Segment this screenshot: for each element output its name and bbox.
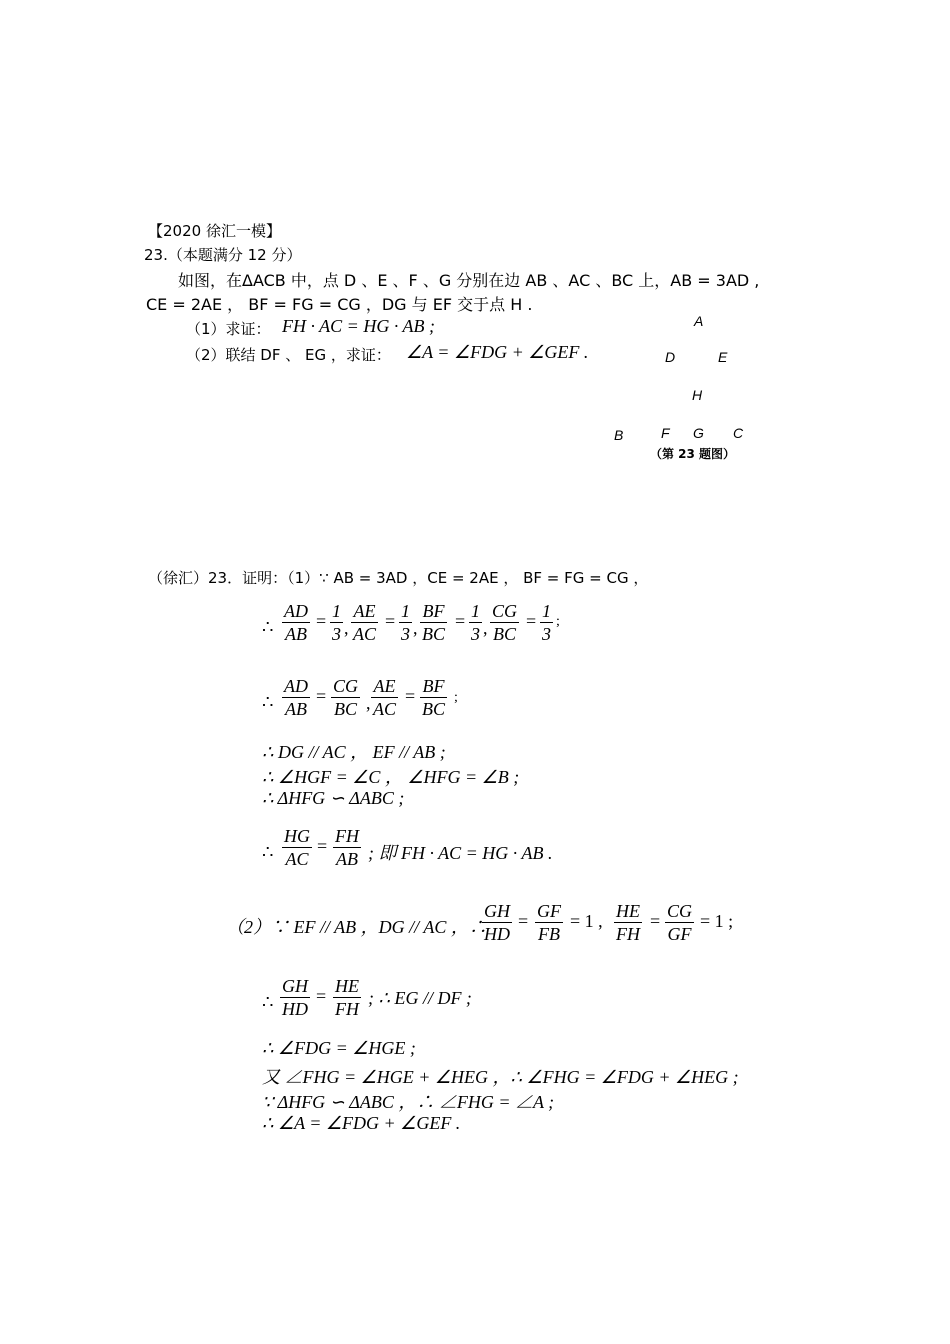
fraction: $\frac{AD}{AB}$: [284, 601, 308, 644]
equals-sign: =: [316, 686, 327, 706]
fraction: $\frac{1}{3}$: [471, 601, 480, 644]
fraction: $\frac{AE}{AC}$: [373, 676, 397, 719]
solution-step-8-tail: ; ∴ EG // DF ;: [368, 988, 472, 1008]
semicolon: ;: [556, 614, 560, 629]
equals-sign: =: [650, 911, 661, 931]
comma: ,: [344, 618, 349, 638]
problem-line-2: CE = 2AE ， BF = FG = CG ，DG 与 EF 交于点 H .: [146, 295, 533, 314]
source-tag: 【2020 徐汇一模】: [148, 222, 281, 240]
fraction: $\frac{AE}{AC}$: [353, 601, 377, 644]
fraction: $\frac{BF}{BC}$: [422, 676, 446, 719]
equals-sign: =: [317, 836, 328, 856]
equals-sign: =: [518, 911, 529, 931]
point-label-f: F: [661, 425, 670, 441]
equals-sign: =: [316, 986, 327, 1006]
solution-step-9: ∴ ∠FDG = ∠HGE ;: [262, 1038, 416, 1058]
question-number: 23.（本题满分 12 分）: [144, 246, 302, 264]
therefore-symbol: ∴: [262, 692, 274, 713]
equals-one: = 1 ,: [570, 911, 603, 931]
fraction: $\frac{1}{3}$: [401, 601, 410, 644]
solution-part2-head: （2）∵ EF // AB ，DG // AC ，∴: [226, 917, 487, 937]
point-label-g: G: [693, 425, 704, 441]
fraction: $\frac{HG}{AC}$: [284, 826, 310, 869]
therefore-symbol: ∴: [262, 617, 274, 638]
solution-step-12: ∴ ∠A = ∠FDG + ∠GEF .: [262, 1113, 461, 1133]
fraction: $\frac{HE}{FH}$: [616, 901, 640, 944]
therefore-symbol: ∴: [262, 992, 274, 1013]
fraction: $\frac{CG}{BC}$: [492, 601, 518, 644]
therefore-symbol: ∴: [262, 842, 274, 863]
point-label-a: A: [694, 313, 704, 329]
solution-step-4: ∴ ∠HGF = ∠C ， ∠HFG = ∠B ;: [262, 767, 520, 787]
fraction: $\frac{GH}{HD}$: [282, 976, 308, 1019]
fraction: $\frac{GF}{FB}$: [537, 901, 561, 944]
comma: ,: [483, 618, 488, 638]
point-label-e: E: [718, 349, 728, 365]
comma: ,: [366, 693, 371, 713]
equals-sign: =: [316, 611, 327, 631]
problem-line-1: 如图，在ΔACB 中，点 D 、E 、F 、G 分别在边 AB 、AC 、BC 上，AB = 3AD ,: [178, 271, 760, 290]
figure-caption: （第 23 题图）: [650, 447, 736, 461]
fraction: $\frac{CG}{GF}$: [667, 901, 693, 944]
comma: ,: [413, 618, 418, 638]
solution-step-3: ∴ DG // AC ， EF // AB ;: [262, 742, 446, 762]
fraction: $\frac{FH}{AB}$: [335, 826, 359, 869]
point-label-c: C: [733, 425, 744, 441]
point-label-b: B: [614, 427, 624, 443]
part1-expression: FH · AC = HG · AB ;: [282, 316, 435, 336]
solution-step-11: ∵ ΔHFG ∽ ΔABC ，∴ ∠FHG = ∠A ;: [262, 1092, 555, 1112]
fraction: $\frac{GH}{HD}$: [484, 901, 510, 944]
fraction: $\frac{CG}{BC}$: [333, 676, 359, 719]
fraction: $\frac{1}{3}$: [332, 601, 341, 644]
semicolon: ;: [454, 690, 458, 705]
solution-step-10: 又 ∠FHG = ∠HGE + ∠HEG ，∴ ∠FHG = ∠FDG + ∠HEG ;: [262, 1067, 739, 1087]
equals-one: = 1 ;: [700, 911, 734, 931]
point-label-d: D: [665, 349, 676, 365]
equals-sign: =: [405, 686, 416, 706]
part2-expression: ∠A = ∠FDG + ∠GEF .: [406, 342, 589, 362]
equals-sign: =: [526, 611, 537, 631]
point-label-h: H: [692, 387, 703, 403]
fraction: $\frac{BF}{BC}$: [422, 601, 446, 644]
fraction: $\frac{1}{3}$: [542, 601, 551, 644]
fraction: $\frac{HE}{FH}$: [335, 976, 359, 1019]
solution-step-5: ∴ ΔHFG ∽ ΔABC ;: [262, 788, 405, 808]
solution-intro: （徐汇）23．证明：（1）∵ AB = 3AD ，CE = 2AE ， BF = FG = CG ，: [148, 569, 649, 587]
fraction: $\frac{AD}{AB}$: [284, 676, 308, 719]
equals-sign: =: [455, 611, 466, 631]
part2-label: （2）联结 DF 、 EG ，求证：: [186, 346, 391, 364]
solution-step-6-tail: ; 即 FH · AC = HG · AB .: [368, 843, 553, 863]
equals-sign: =: [385, 611, 396, 631]
part1-label: （1）求证：: [186, 320, 271, 338]
